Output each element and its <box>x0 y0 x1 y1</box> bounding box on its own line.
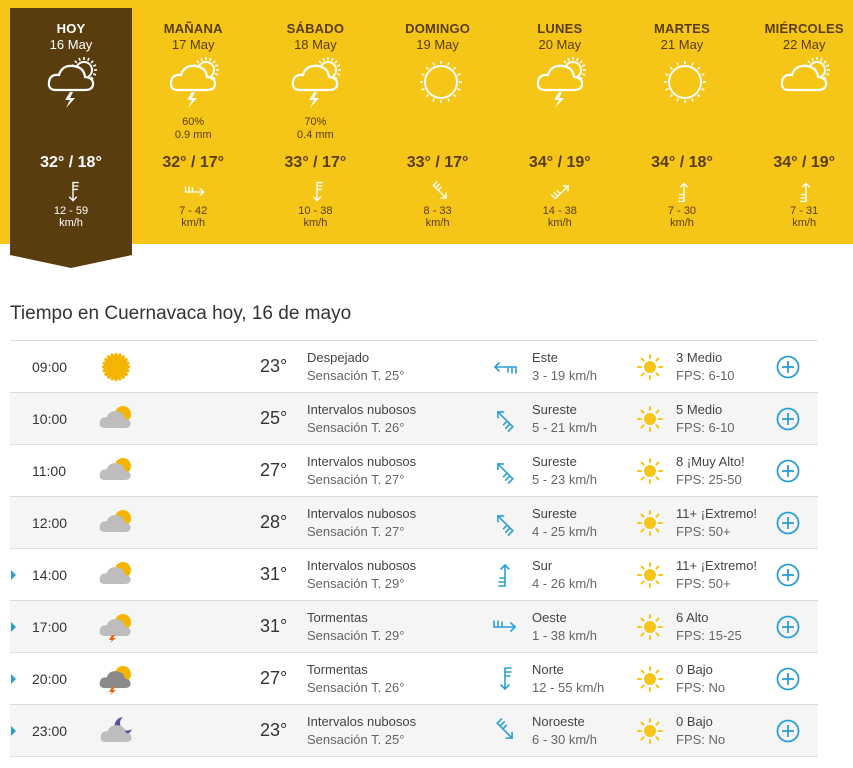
rain-amount: 0.4 mm <box>297 129 334 141</box>
wind-unit: km/h <box>425 217 450 229</box>
day-name: LUNES <box>537 21 583 36</box>
wind-unit: km/h <box>181 217 206 229</box>
wind-speed: 6 - 30 km/h <box>532 732 598 747</box>
uv-sun-icon <box>636 561 664 589</box>
hour-time: 09:00 <box>32 359 68 375</box>
uv-level: 3 Medio <box>676 350 723 365</box>
expand-details-button[interactable] <box>776 511 800 535</box>
rain-probability: 70% <box>304 116 327 128</box>
day-date: 19 May <box>416 37 459 52</box>
day-temperatures: 32° / 18° <box>40 154 102 171</box>
wind-direction: Sur <box>532 558 553 573</box>
day-name: DOMINGO <box>405 21 471 36</box>
fps-recommendation: FPS: 50+ <box>676 524 731 539</box>
wind-speed: 10 - 38 <box>298 205 333 217</box>
day-date: 21 May <box>660 37 704 52</box>
uv-level: 6 Alto <box>676 610 709 625</box>
expand-details-button[interactable] <box>776 719 800 743</box>
page-title: Tiempo en Cuernavaca hoy, 16 de mayo <box>10 303 352 324</box>
day-name: MAÑANA <box>163 21 223 36</box>
table-row[interactable] <box>10 653 818 705</box>
day-name: MARTES <box>653 21 711 36</box>
uv-sun-icon <box>636 457 664 485</box>
cloud-moon-icon <box>98 715 134 747</box>
wind-north-icon <box>303 180 331 204</box>
feels-like: Sensación T. 26° <box>307 420 405 435</box>
feels-like: Sensación T. 25° <box>307 368 405 383</box>
feels-like: Sensación T. 27° <box>307 472 405 487</box>
wind-northwest-icon <box>426 180 454 204</box>
fps-recommendation: FPS: No <box>676 732 726 747</box>
cloud-sun-icon <box>98 507 134 539</box>
day-forecast-6[interactable] <box>743 8 853 244</box>
wind-speed: 1 - 38 km/h <box>532 628 598 643</box>
hour-time: 12:00 <box>32 515 68 531</box>
fps-recommendation: FPS: 6-10 <box>676 368 735 383</box>
uv-sun-icon <box>636 509 664 537</box>
hour-time: 14:00 <box>32 567 68 583</box>
uv-level: 0 Bajo <box>676 662 713 677</box>
wind-west-icon <box>181 180 209 204</box>
wind-southwest-icon <box>548 180 576 204</box>
storm-sun-icon <box>168 54 224 110</box>
uv-sun-icon <box>636 353 664 381</box>
day-date: 16 May <box>49 37 93 52</box>
expand-details-button[interactable] <box>776 407 800 431</box>
weather-description: Tormentas <box>307 610 368 625</box>
fps-recommendation: FPS: No <box>676 680 726 695</box>
day-date: 22 May <box>782 37 826 52</box>
expand-caret-icon[interactable] <box>11 726 16 736</box>
table-row[interactable] <box>10 705 818 757</box>
feels-like: Sensación T. 26° <box>307 680 405 695</box>
hour-time: 11:00 <box>32 463 66 479</box>
wind-southeast-icon <box>490 509 520 537</box>
wind-south-icon <box>792 180 820 204</box>
sun-icon <box>413 54 469 110</box>
hour-temperature: 23° <box>260 356 288 376</box>
uv-level: 0 Bajo <box>676 714 713 729</box>
weather-description: Intervalos nubosos <box>307 454 417 469</box>
hour-temperature: 25° <box>260 408 288 428</box>
wind-speed: 7 - 42 <box>179 205 208 217</box>
hour-temperature: 31° <box>260 616 288 636</box>
wind-direction: Norte <box>532 662 564 677</box>
wind-north-icon <box>490 665 520 693</box>
wind-northwest-icon <box>490 717 520 745</box>
sun-icon <box>657 54 713 110</box>
rain-info <box>132 116 254 142</box>
wind-north-icon <box>59 180 87 204</box>
wind-south-icon <box>490 561 520 589</box>
hour-temperature: 27° <box>260 460 288 480</box>
wind-direction: Sureste <box>532 506 577 521</box>
day-temperatures: 33° / 17° <box>284 154 347 171</box>
wind-direction: Sureste <box>532 402 577 417</box>
day-name: HOY <box>56 21 86 36</box>
day-temperatures: 34° / 19° <box>528 154 591 171</box>
wind-speed: 4 - 26 km/h <box>532 576 598 591</box>
hour-temperature: 28° <box>260 512 288 532</box>
expand-details-button[interactable] <box>776 563 800 587</box>
weather-description: Intervalos nubosos <box>307 558 417 573</box>
wind-speed: 4 - 25 km/h <box>532 524 598 539</box>
wind-speed: 12 - 55 km/h <box>532 680 605 695</box>
wind-direction: Este <box>532 350 559 365</box>
wind-speed: 7 - 30 <box>667 205 697 217</box>
feels-like: Sensación T. 29° <box>307 628 405 643</box>
weather-description: Tormentas <box>307 662 368 677</box>
expand-details-button[interactable] <box>776 459 800 483</box>
wind-speed: 7 - 31 <box>790 205 819 217</box>
cloud-sun-icon <box>98 455 134 487</box>
cloud-sun-icon <box>98 403 134 435</box>
wind-speed: 14 - 38 <box>542 205 577 217</box>
expand-caret-icon[interactable] <box>11 570 16 580</box>
table-row[interactable] <box>10 549 818 601</box>
wind-unit: km/h <box>59 217 83 229</box>
wind-unit: km/h <box>547 217 572 229</box>
wind-unit: km/h <box>670 217 694 229</box>
fps-recommendation: FPS: 50+ <box>676 576 731 591</box>
uv-sun-icon <box>636 717 664 745</box>
day-forecast-5[interactable] <box>621 8 743 244</box>
table-row[interactable] <box>10 497 818 549</box>
cloud-sun-icon <box>779 54 835 110</box>
uv-level: 8 ¡Muy Alto! <box>676 454 745 469</box>
wind-south-icon <box>670 180 698 204</box>
rain-info <box>254 116 376 142</box>
storm-dark-icon <box>98 663 134 695</box>
fps-recommendation: FPS: 6-10 <box>676 420 735 435</box>
weather-description: Despejado <box>307 350 370 365</box>
hour-time: 20:00 <box>32 671 68 687</box>
rain-amount: 0.9 mm <box>174 129 212 141</box>
feels-like: Sensación T. 25° <box>307 732 405 747</box>
expand-details-button[interactable] <box>776 355 800 379</box>
hourly-table <box>10 340 818 757</box>
day-forecast-0[interactable] <box>10 8 132 244</box>
uv-sun-icon <box>636 613 664 641</box>
day-name: MIÉRCOLES <box>764 21 844 36</box>
storm-sun-icon <box>535 54 591 110</box>
wind-direction: Noroeste <box>532 714 585 729</box>
wind-speed: 5 - 21 km/h <box>532 420 598 435</box>
day-name: SÁBADO <box>286 21 345 36</box>
wind-east-icon <box>490 353 520 381</box>
wind-west-icon <box>490 613 520 641</box>
day-date: 18 May <box>294 37 337 52</box>
table-row[interactable] <box>10 341 818 393</box>
storm-sun-icon <box>46 54 102 110</box>
wind-unit: km/h <box>792 217 817 229</box>
uv-sun-icon <box>636 405 664 433</box>
day-forecast-3[interactable] <box>377 8 499 244</box>
day-temperatures: 34° / 19° <box>773 154 836 171</box>
uv-sun-icon <box>636 665 664 693</box>
wind-speed: 12 - 59 <box>53 205 89 217</box>
day-date: 17 May <box>171 37 215 52</box>
table-row[interactable] <box>10 445 818 497</box>
weather-description: Intervalos nubosos <box>307 714 417 729</box>
uv-level: 5 Medio <box>676 402 723 417</box>
fps-recommendation: FPS: 15-25 <box>676 628 742 643</box>
day-temperatures: 33° / 17° <box>406 154 469 171</box>
day-temperatures: 32° / 17° <box>162 154 225 171</box>
fps-recommendation: FPS: 25-50 <box>676 472 742 487</box>
uv-level: 11+ ¡Extremo! <box>676 506 758 521</box>
hour-time: 17:00 <box>32 619 68 635</box>
wind-southeast-icon <box>490 457 520 485</box>
feels-like: Sensación T. 29° <box>307 576 405 591</box>
storm-sun-icon <box>290 54 346 110</box>
weather-description: Intervalos nubosos <box>307 402 417 417</box>
weather-description: Intervalos nubosos <box>307 506 417 521</box>
day-temperatures: 34° / 18° <box>651 154 713 171</box>
wind-direction: Oeste <box>532 610 567 625</box>
wind-direction: Sureste <box>532 454 577 469</box>
expand-details-button[interactable] <box>776 667 800 691</box>
feels-like: Sensación T. 27° <box>307 524 405 539</box>
wind-speed: 3 - 19 km/h <box>532 368 598 383</box>
cloud-sun-icon <box>98 559 134 591</box>
day-forecast-2[interactable] <box>254 8 376 244</box>
wind-speed: 8 - 33 <box>423 205 452 217</box>
hour-time: 10:00 <box>32 411 68 427</box>
hour-temperature: 27° <box>260 668 288 688</box>
day-forecast-1[interactable] <box>132 8 254 244</box>
wind-southeast-icon <box>490 405 520 433</box>
wind-unit: km/h <box>303 217 328 229</box>
sun-icon <box>98 351 134 383</box>
hour-temperature: 23° <box>260 720 288 740</box>
expand-details-button[interactable] <box>776 615 800 639</box>
storm-sun-icon <box>98 611 134 643</box>
rain-probability: 60% <box>182 116 205 128</box>
wind-speed: 5 - 23 km/h <box>532 472 598 487</box>
hour-temperature: 31° <box>260 564 288 584</box>
expand-caret-icon[interactable] <box>11 622 16 632</box>
table-row[interactable] <box>10 393 818 445</box>
hour-time: 23:00 <box>32 723 68 739</box>
day-date: 20 May <box>538 37 582 52</box>
table-row[interactable] <box>10 601 818 653</box>
uv-level: 11+ ¡Extremo! <box>676 558 758 573</box>
expand-caret-icon[interactable] <box>11 674 16 684</box>
day-forecast-4[interactable] <box>499 8 621 244</box>
top-accent-bar <box>0 0 853 8</box>
